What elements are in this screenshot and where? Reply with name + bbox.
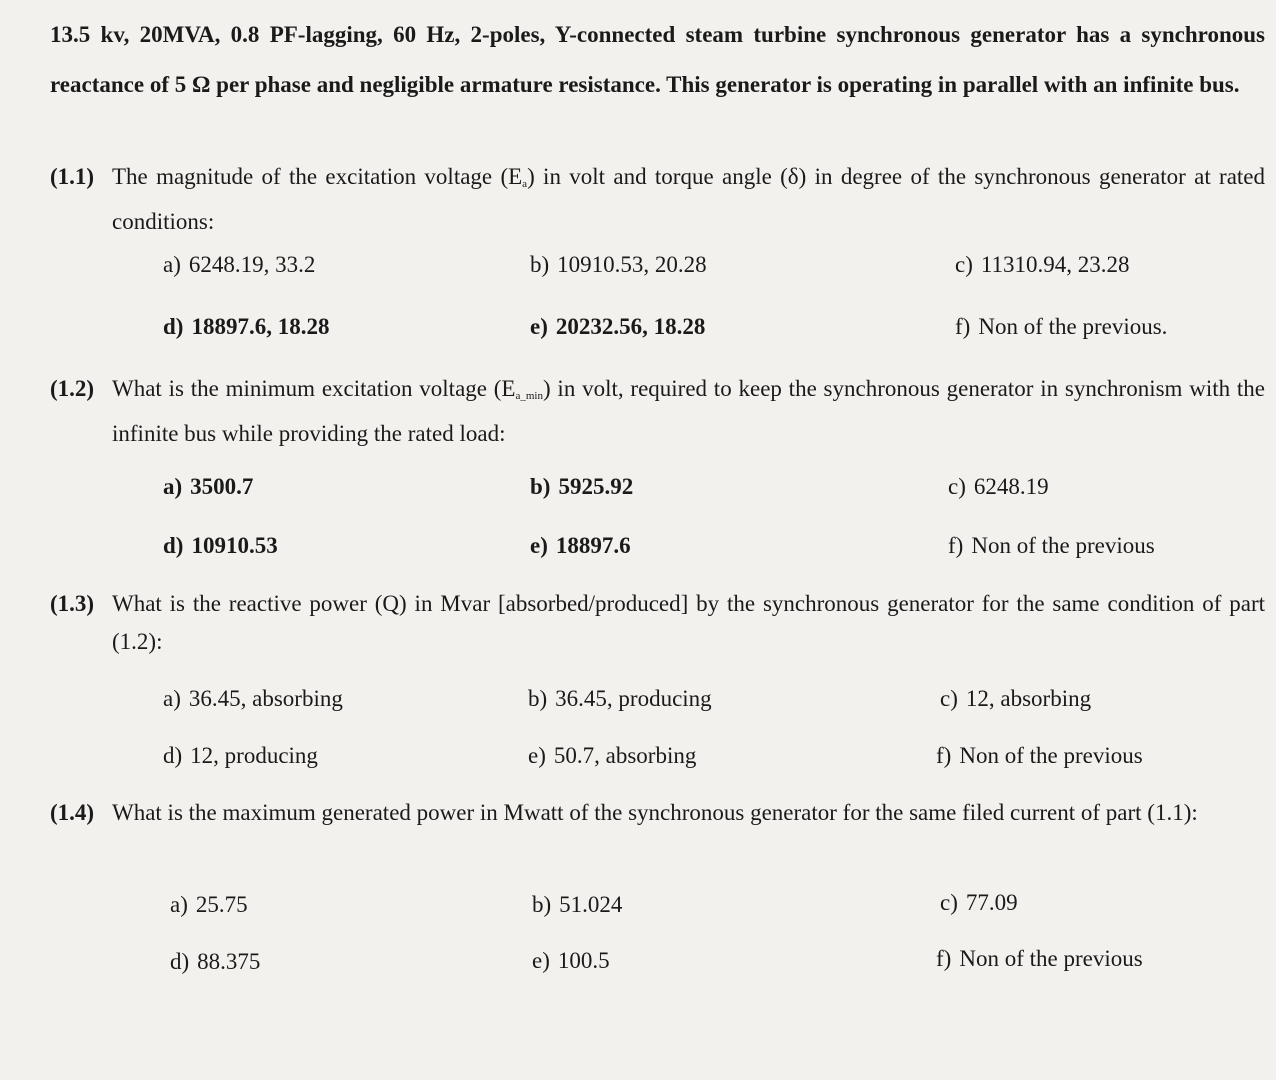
option-label: f)	[955, 314, 971, 339]
option-1-4-b[interactable]	[532, 890, 622, 920]
option-label: a)	[163, 252, 181, 277]
option-1-1-c[interactable]	[955, 250, 1130, 280]
option-label: d)	[170, 949, 190, 974]
option-label: c)	[940, 890, 958, 915]
question-text: What is the reactive power (Q) in Mvar [absorbed/produced] by the synchronous generator for the same condition of part (1.2):	[112, 591, 1265, 654]
option-text: 5925.92	[558, 474, 634, 499]
option-1-2-a[interactable]	[163, 472, 253, 502]
option-1-4-f[interactable]	[936, 944, 1143, 974]
option-label: c)	[948, 474, 966, 499]
option-text: 12, producing	[190, 743, 318, 768]
question-number: (1.3)	[50, 591, 95, 616]
option-text: 25.75	[195, 892, 248, 917]
option-text: 12, absorbing	[965, 686, 1092, 711]
option-text: 100.5	[557, 948, 610, 973]
option-label: b)	[532, 892, 552, 917]
option-1-2-c[interactable]	[948, 472, 1049, 502]
option-1-1-d[interactable]	[163, 312, 329, 342]
option-text: 11310.94, 23.28	[980, 252, 1130, 277]
question-1-3	[50, 585, 1265, 661]
option-label: a)	[170, 892, 188, 917]
option-text: Non of the previous	[959, 946, 1143, 971]
option-text: 36.45, producing	[555, 686, 712, 711]
option-text: Non of the previous	[971, 533, 1155, 558]
option-1-3-f[interactable]	[936, 741, 1143, 771]
question-text-start: The magnitude of the excitation voltage (E	[112, 164, 523, 189]
option-1-3-b[interactable]	[528, 684, 712, 714]
option-text: 6248.19	[973, 474, 1049, 499]
question-text-end: ) in volt and torque angle (δ) in degree of the synchronous generator at rated conditions:	[112, 164, 1266, 234]
option-label: f)	[936, 743, 952, 768]
option-label: f)	[936, 946, 952, 971]
option-label: e)	[530, 533, 548, 558]
option-1-1-b[interactable]	[530, 250, 707, 280]
question-text-start: What is the minimum excitation voltage (E	[112, 376, 516, 401]
option-text: 88.375	[197, 949, 261, 974]
option-label: e)	[530, 314, 548, 339]
question-number: (1.4)	[50, 800, 95, 825]
subscript-a: a	[522, 178, 528, 190]
option-1-2-d[interactable]	[163, 531, 278, 561]
option-1-2-f[interactable]	[948, 531, 1155, 561]
question-number: (1.2)	[50, 376, 95, 401]
option-text: 18897.6	[555, 533, 631, 558]
option-1-4-c[interactable]	[940, 888, 1018, 918]
option-label: a)	[163, 686, 181, 711]
option-label: b)	[530, 474, 551, 499]
option-label: d)	[163, 743, 183, 768]
option-text: 10910.53	[191, 533, 278, 558]
option-text: 36.45, absorbing	[188, 686, 343, 711]
question-1-4	[50, 794, 1265, 832]
question-1-2	[50, 370, 1265, 453]
option-text: 3500.7	[190, 474, 254, 499]
option-text: 10910.53, 20.28	[557, 252, 707, 277]
option-label: c)	[955, 252, 973, 277]
option-text: 77.09	[965, 890, 1018, 915]
option-1-3-d[interactable]	[163, 741, 318, 771]
question-text	[112, 158, 1265, 241]
option-label: b)	[530, 252, 550, 277]
option-text: Non of the previous.	[978, 314, 1168, 339]
question-1-1	[50, 158, 1265, 241]
option-1-3-c[interactable]	[940, 684, 1091, 714]
problem-statement: 13.5 kv, 20MVA, 0.8 PF-lagging, 60 Hz, 2-poles, Y-connected steam turbine synchronous generator has a synchronous reactance of 5 Ω per phase and negligible armature resistance. This generator is operating in parallel with an infinite bus.	[50, 22, 1265, 97]
option-text: 18897.6, 18.28	[191, 314, 330, 339]
question-text	[112, 370, 1265, 453]
option-label: e)	[528, 743, 546, 768]
option-label: d)	[163, 314, 184, 339]
option-label: a)	[163, 474, 183, 499]
question-text: What is the maximum generated power in Mwatt of the synchronous generator for the same filed current of part (1.1):	[112, 800, 1198, 825]
option-label: d)	[163, 533, 184, 558]
option-1-4-d[interactable]	[170, 947, 260, 977]
option-label: c)	[940, 686, 958, 711]
question-text-end: ) in volt, required to keep the synchronous generator in synchronism with the infinite bus while providing the rated load:	[112, 376, 1265, 446]
option-1-2-e[interactable]	[530, 531, 631, 561]
option-label: b)	[528, 686, 548, 711]
option-text: Non of the previous	[959, 743, 1143, 768]
question-number: (1.1)	[50, 164, 95, 189]
option-1-1-a[interactable]	[163, 250, 315, 280]
option-text: 51.024	[559, 892, 623, 917]
option-1-4-a[interactable]	[170, 890, 248, 920]
option-1-4-e[interactable]	[532, 946, 610, 976]
option-text: 6248.19, 33.2	[188, 252, 316, 277]
option-text: 50.7, absorbing	[553, 743, 697, 768]
option-label: e)	[532, 948, 550, 973]
option-1-3-e[interactable]	[528, 741, 696, 771]
option-label: f)	[948, 533, 964, 558]
subscript-a-min: a_min	[515, 390, 543, 402]
option-1-1-e[interactable]	[530, 312, 705, 342]
option-1-2-b[interactable]	[530, 472, 633, 502]
option-text: 20232.56, 18.28	[555, 314, 706, 339]
option-1-1-f[interactable]	[955, 312, 1167, 342]
option-1-3-a[interactable]	[163, 684, 343, 714]
